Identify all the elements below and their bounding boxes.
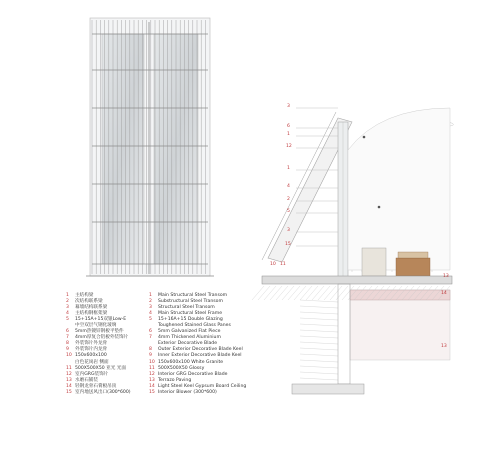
callout-15: 15 — [285, 242, 291, 247]
legend-number: 14 — [66, 383, 72, 389]
legend-text: 幕墙结构联系梁 — [75, 305, 108, 311]
legend-number: 5 — [66, 317, 69, 323]
ground-hatch — [300, 318, 338, 320]
legend-text: 500X500X50 Glossy — [158, 365, 205, 371]
ground-hatch — [300, 312, 338, 314]
foundation-footing — [292, 384, 364, 394]
ground-hatch — [306, 286, 318, 300]
legend-text: 次结构联系梁 — [75, 299, 103, 305]
ground-hatch — [300, 286, 312, 300]
ground-hatch — [300, 324, 338, 326]
callout-1: 1 — [287, 166, 290, 171]
callout-5: 5 — [287, 209, 290, 214]
callout-3: 3 — [287, 228, 290, 233]
legend-number: 2 — [66, 299, 69, 305]
detail-marker — [378, 206, 381, 209]
callout-4: 4 — [287, 184, 290, 189]
ground-hatch — [300, 354, 338, 356]
callout-14: 14 — [441, 291, 447, 296]
legend-text: Inner Exterior Decorative Blade Keel — [158, 353, 242, 359]
legend-text: Main Structural Steel Frame — [158, 311, 223, 317]
legend-number: 11 — [66, 365, 72, 371]
ground-hatch — [300, 306, 338, 308]
legend-text: 15+15A+15双银Low-E — [75, 317, 127, 323]
callout-13: 13 — [443, 274, 449, 279]
legend-text: 水磨石铺装 — [75, 377, 98, 383]
legend-text: 轻钢龙骨石膏板吊顶 — [75, 383, 117, 389]
legend-number: 13 — [149, 377, 155, 383]
legend-text: 主结构梁 — [75, 293, 94, 298]
legend-number: 6 — [149, 329, 152, 335]
legend-text: 外装饰片内龙骨 — [75, 347, 108, 353]
legend-text: Toughened Stained Glass Panes — [158, 323, 231, 329]
callout-3: 3 — [287, 104, 290, 109]
callout-13: 13 — [441, 344, 447, 349]
legend-number: 6 — [66, 329, 69, 335]
legend-text: Exterior Decorative Blade — [158, 341, 218, 347]
legend-number: 9 — [66, 347, 69, 353]
ceiling-strip — [350, 290, 450, 300]
ground-hatch — [288, 286, 300, 300]
ground-hatch — [300, 300, 338, 302]
ground-hatch — [294, 286, 306, 300]
legend-text: Light Steel Keel Gypsum Board Ceiling — [158, 383, 247, 389]
legend-number: 10 — [149, 359, 155, 365]
legend-number: 1 — [66, 293, 69, 298]
legend-number: 11 — [149, 365, 155, 371]
legend-text: Interior GRG Decorative Blade — [158, 371, 228, 377]
ground-hatch — [300, 360, 338, 362]
basement-space — [350, 290, 450, 360]
legend-text: 5mm Galvanized Flat Piece — [158, 329, 221, 335]
legend-number: 12 — [66, 371, 72, 377]
ground-hatch — [264, 286, 276, 300]
legend-english — [149, 293, 246, 396]
legend-text: 500X500X50 亚光 光面 — [75, 365, 126, 371]
legend-text: Substructural Steel Transom — [158, 299, 223, 305]
ground-hatch — [300, 378, 338, 380]
legend-number: 14 — [149, 383, 155, 389]
legend-text: 15+16A+15 Double Glazing — [158, 317, 223, 323]
legend-number: 3 — [149, 305, 152, 311]
legend-text: Main Structural Steel Transom — [158, 293, 228, 298]
legend-text: 150x600x100 — [75, 353, 107, 359]
legend-text: 外装饰片外龙骨 — [75, 341, 108, 347]
legend-number: 8 — [66, 341, 69, 347]
detail-marker — [363, 136, 366, 139]
ground-hatch — [324, 286, 336, 300]
legend-number: 7 — [149, 335, 152, 341]
callout-11: 11 — [280, 262, 286, 267]
legend-number: 4 — [149, 311, 152, 317]
ground-hatch — [276, 286, 288, 300]
legend-text: 5mm热镀锌钢板平垫件 — [75, 329, 124, 335]
legend-number: 15 — [66, 389, 72, 395]
ground-hatch — [300, 366, 338, 368]
ground-hatch — [318, 286, 330, 300]
legend-text: Terrazo Paving — [158, 377, 192, 383]
legend-text: 室内GRG装饰片 — [75, 371, 109, 377]
interior-display-case — [362, 248, 386, 276]
legend-item — [66, 390, 131, 396]
legend-number: 10 — [66, 353, 72, 359]
legend-text: 室内地送风出口(300*600) — [75, 389, 131, 395]
ground-hatch — [330, 286, 342, 300]
legend-number: 9 — [149, 353, 152, 359]
legend-text: 4mm Thickened Aluminium — [158, 335, 221, 341]
ground-hatch — [312, 286, 324, 300]
legend-number: 5 — [149, 317, 152, 323]
legend-chinese — [66, 293, 131, 396]
floor-slab — [262, 276, 452, 284]
ground-hatch — [300, 342, 338, 344]
legend-text: Outer Exterior Decorative Blade Keel — [158, 347, 243, 353]
legend-number: 12 — [149, 371, 155, 377]
legend-text: 中空双层气钢化玻璃 — [75, 323, 117, 329]
foundation-wall — [338, 284, 350, 384]
ground-hatch — [252, 286, 264, 300]
ground-hatch — [258, 286, 270, 300]
legend-text: 主结构钢框架梁 — [75, 311, 108, 317]
ground-hatch — [300, 330, 338, 332]
legend-item — [149, 390, 246, 396]
legend-number: 2 — [149, 299, 152, 305]
legend-number: 13 — [66, 377, 72, 383]
legend-number: 1 — [149, 293, 152, 298]
roof-slope-line — [262, 112, 336, 260]
callout-6: 6 — [287, 124, 290, 129]
legend-text: 150x600x100 White Granite — [158, 359, 224, 365]
legend-number: 8 — [149, 347, 152, 353]
legend-text: 4mm厚复合铝板外装饰片 — [75, 335, 129, 341]
ground-hatch — [300, 348, 338, 350]
interior-vault — [348, 108, 450, 270]
legend-number: 3 — [66, 305, 69, 311]
callout-10: 10 — [270, 262, 276, 267]
interior-reception-desk — [396, 258, 430, 276]
legend-number: 7 — [66, 335, 69, 341]
ground-hatch — [282, 286, 294, 300]
legend-number: 4 — [66, 311, 69, 317]
legend-text: Structural Steel Transom — [158, 305, 215, 311]
callout-2: 2 — [287, 197, 290, 202]
ground-hatch — [270, 286, 282, 300]
callout-1: 1 — [287, 132, 290, 137]
legend-text: 白色花岗岩 侧面 — [75, 359, 109, 365]
ground-hatch — [300, 336, 338, 338]
legend-number: 15 — [149, 389, 155, 395]
legend-text: Interior Blower (300*600) — [158, 389, 217, 395]
callout-12: 12 — [286, 144, 292, 149]
ground-hatch — [300, 372, 338, 374]
